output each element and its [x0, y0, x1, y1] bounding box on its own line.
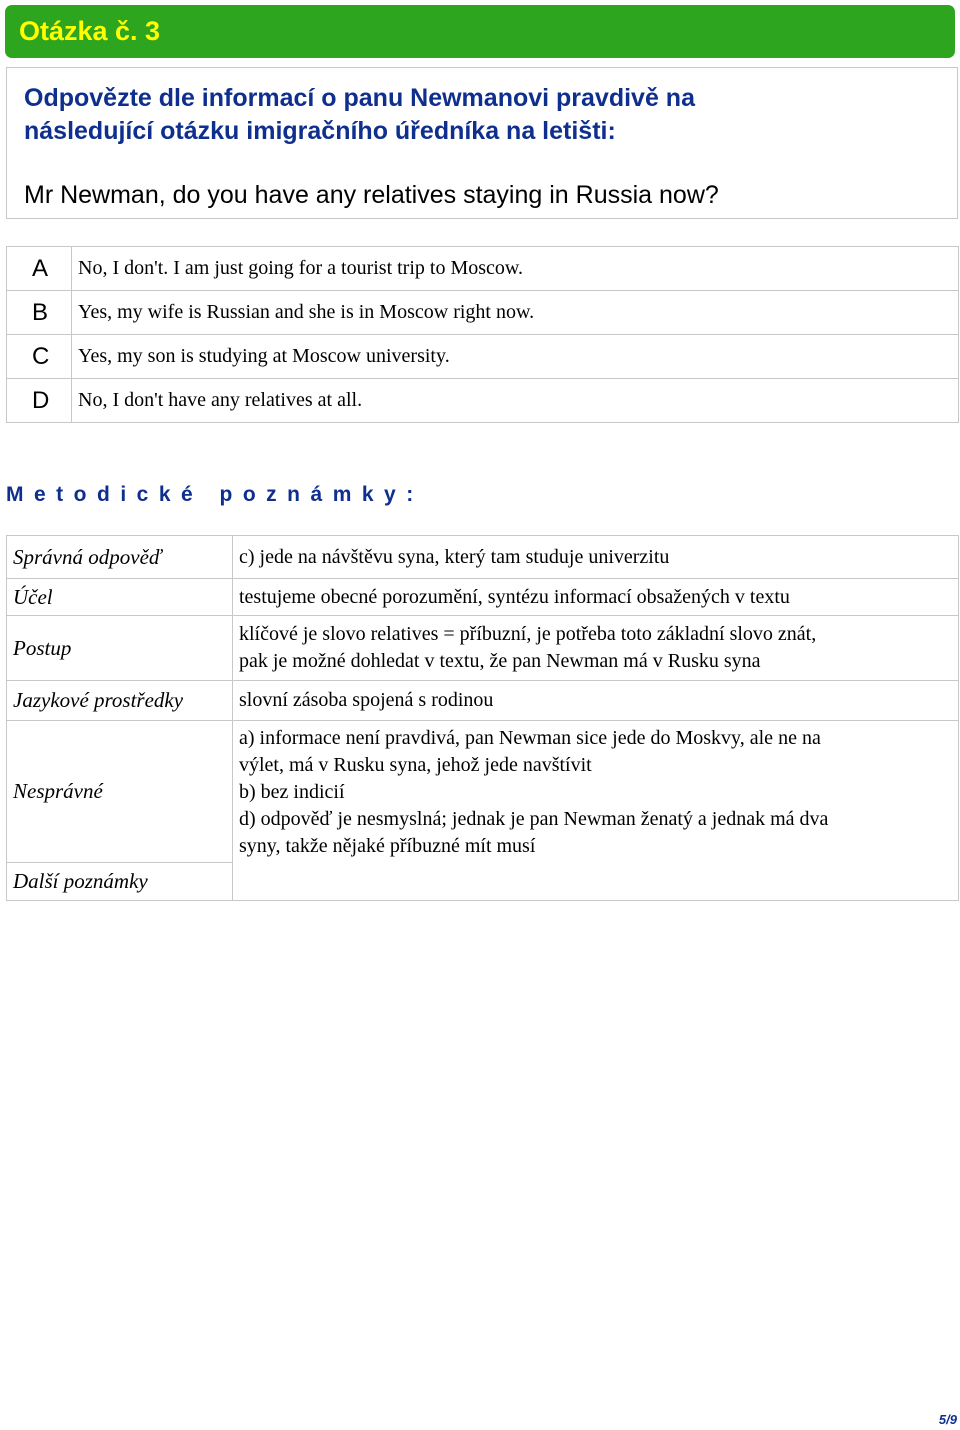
- answer-text: Yes, my son is studying at Moscow university.: [72, 335, 959, 379]
- notes-line: b) bez indicií: [239, 781, 345, 803]
- notes-line: testujeme obecné porozumění, syntézu informací obsažených v textu: [239, 585, 790, 608]
- answer-row[interactable]: [7, 335, 959, 379]
- notes-line: d) odpověď je nesmyslná; jednak je pan Newman ženatý a jednak má dva: [239, 808, 829, 830]
- notes-row: [7, 579, 959, 616]
- notes-line: c) jede na návštěvu syna, který tam studuje univerzitu: [239, 545, 670, 568]
- notes-key: Správná odpověď: [7, 536, 233, 579]
- notes-value: [233, 616, 959, 681]
- question-header: [5, 5, 955, 58]
- answer-row[interactable]: [7, 247, 959, 291]
- notes-value: [233, 681, 959, 721]
- answer-row[interactable]: [7, 291, 959, 335]
- notes-value: [233, 536, 959, 579]
- notes-key: Postup: [7, 616, 233, 681]
- notes-key: Nesprávné: [7, 721, 233, 863]
- notes-table: [6, 535, 959, 901]
- notes-line: pak je možné dohledat v textu, že pan Newman má v Rusku syna: [239, 650, 761, 672]
- notes-line: a) informace není pravdivá, pan Newman sice jede do Moskvy, ale ne na: [239, 727, 821, 749]
- notes-row: [7, 536, 959, 579]
- answer-row[interactable]: [7, 379, 959, 423]
- notes-key: Účel: [7, 579, 233, 616]
- notes-value: [233, 721, 959, 901]
- notes-row: [7, 721, 959, 863]
- answer-letter: B: [7, 291, 72, 335]
- question-box: [6, 67, 958, 219]
- notes-line: syny, takže nějaké příbuzné mít musí: [239, 835, 536, 857]
- notes-key: Další poznámky: [7, 863, 233, 901]
- notes-line: slovní zásoba spojená s rodinou: [239, 689, 494, 711]
- question-title: Otázka č. 3: [19, 16, 161, 46]
- notes-value: [233, 579, 959, 616]
- notes-line: klíčové je slovo relatives = příbuzní, je potřeba toto základní slovo znát,: [239, 623, 817, 645]
- instruction-line-2: následující otázku imigračního úředníka na letišti:: [24, 117, 616, 145]
- instruction-line-1: Odpovězte dle informací o panu Newmanovi pravdivě na: [24, 84, 695, 112]
- notes-row: [7, 681, 959, 721]
- notes-row: [7, 616, 959, 681]
- question-text: Mr Newman, do you have any relatives staying in Russia now?: [24, 181, 719, 209]
- answer-text: No, I don't have any relatives at all.: [72, 379, 959, 423]
- notes-key: Jazykové prostředky: [7, 681, 233, 721]
- answer-letter: C: [7, 335, 72, 379]
- answers-table: [6, 246, 959, 423]
- notes-heading: Metodické poznámky:: [6, 483, 424, 506]
- answer-text: No, I don't. I am just going for a tourist trip to Moscow.: [72, 247, 959, 291]
- answer-text: Yes, my wife is Russian and she is in Moscow right now.: [72, 291, 959, 335]
- notes-line: výlet, má v Rusku syna, jehož jede navštívit: [239, 754, 592, 776]
- page-number: 5/9: [938, 1412, 957, 1427]
- answer-letter: A: [7, 247, 72, 291]
- answer-letter: D: [7, 379, 72, 423]
